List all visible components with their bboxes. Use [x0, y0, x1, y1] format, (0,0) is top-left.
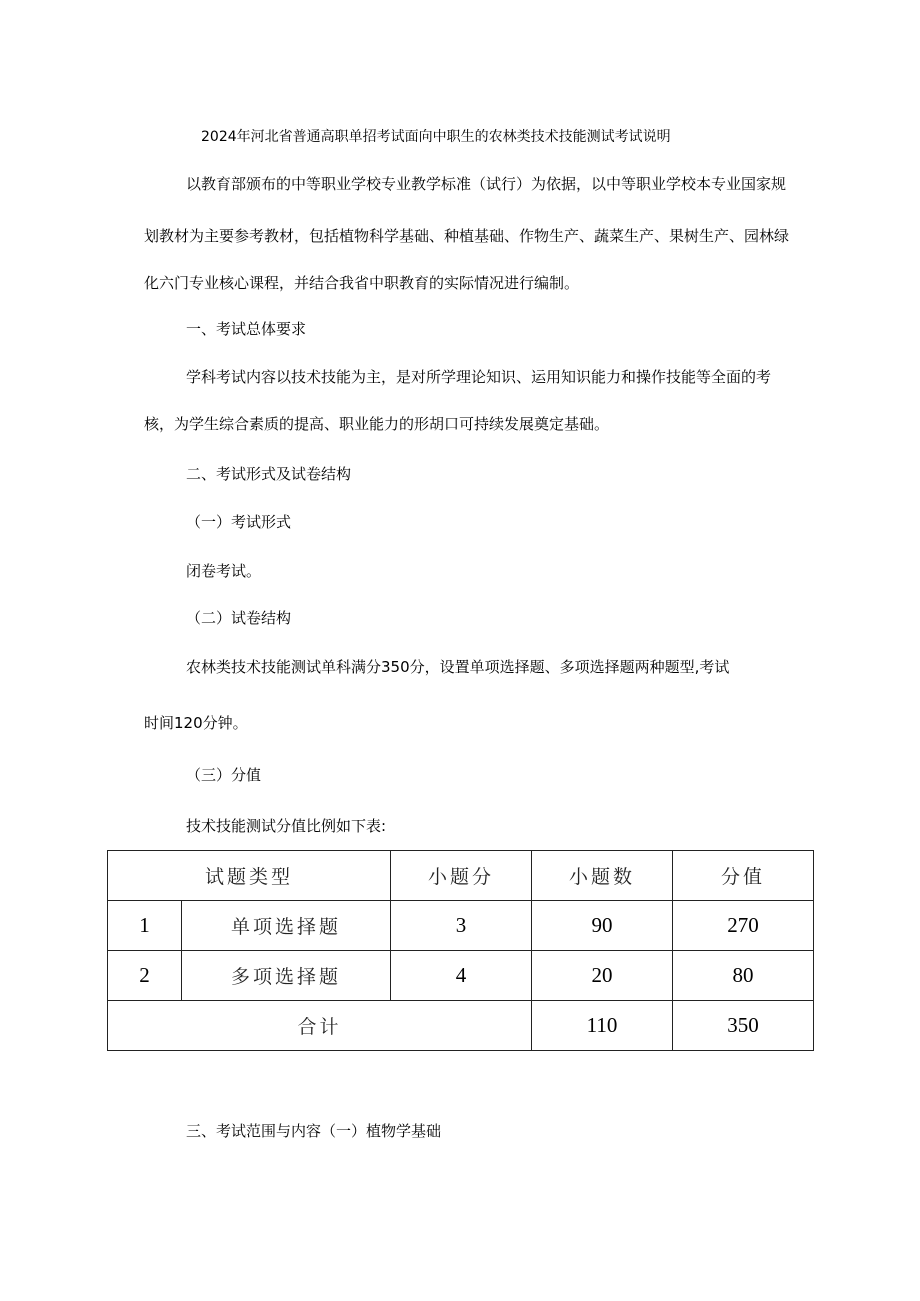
row-index: 1 — [108, 901, 182, 951]
row-count: 20 — [532, 951, 673, 1001]
row-index: 2 — [108, 951, 182, 1001]
subsection-exam-form-body: 闭卷考试。 — [186, 562, 262, 580]
intro-paragraph-line-1: 以教育部颁布的中等职业学校专业教学标准（试行）为依据，以中等职业学校本专业国家规 — [186, 175, 787, 193]
row-question-type: 单项选择题 — [182, 901, 391, 951]
table-header-row — [108, 851, 814, 901]
sum-count: 110 — [532, 1001, 673, 1051]
section-1-body-line-1: 学科考试内容以技术技能为主，是对所学理论知识、运用知识能力和操作技能等全面的考 — [186, 368, 772, 386]
document-title: 2024年河北省普通高职单招考试面向中职生的农林类技术技能测试考试说明 — [201, 129, 671, 145]
section-1-body-line-2: 核，为学生综合素质的提高、职业能力的形胡口可持续发展奠定基础。 — [144, 415, 610, 433]
header-count: 小题数 — [532, 851, 673, 901]
table-row — [108, 901, 814, 951]
table-sum-row — [108, 1001, 814, 1051]
intro-paragraph-line-3: 化六门专业核心课程，并结合我省中职教育的实际情况进行编制。 — [144, 274, 580, 292]
subsection-score-heading: （三）分值 — [186, 766, 262, 784]
row-count: 90 — [532, 901, 673, 951]
subsection-paper-structure-body-line-2: 时间120分钟。 — [144, 714, 248, 732]
subsection-score-body: 技术技能测试分值比例如下表: — [186, 817, 387, 835]
score-table — [107, 850, 814, 1051]
subsection-paper-structure-heading: （二）试卷结构 — [186, 609, 292, 627]
section-2-heading: 二、考试形式及试卷结构 — [186, 465, 352, 483]
row-per-score: 3 — [391, 901, 532, 951]
sum-label: 合计 — [108, 1001, 532, 1051]
header-score: 分值 — [673, 851, 814, 901]
row-total: 80 — [673, 951, 814, 1001]
row-total: 270 — [673, 901, 814, 951]
row-per-score: 4 — [391, 951, 532, 1001]
subsection-paper-structure-body-line-1: 农林类技术技能测试单科满分350分，设置单项选择题、多项选择题两种题型,考试 — [186, 658, 730, 676]
row-question-type: 多项选择题 — [182, 951, 391, 1001]
header-question-type: 试题类型 — [108, 851, 391, 901]
table-row — [108, 951, 814, 1001]
section-3-heading: 三、考试范围与内容（一）植物学基础 — [186, 1122, 442, 1140]
sum-total: 350 — [673, 1001, 814, 1051]
section-1-heading: 一、考试总体要求 — [186, 320, 307, 338]
intro-paragraph-line-2: 划教材为主要参考教材，包括植物科学基础、种植基础、作物生产、蔬菜生产、果树生产、园林绿 — [144, 227, 790, 245]
header-per-score: 小题分 — [391, 851, 532, 901]
subsection-exam-form-heading: （一）考试形式 — [186, 513, 292, 531]
